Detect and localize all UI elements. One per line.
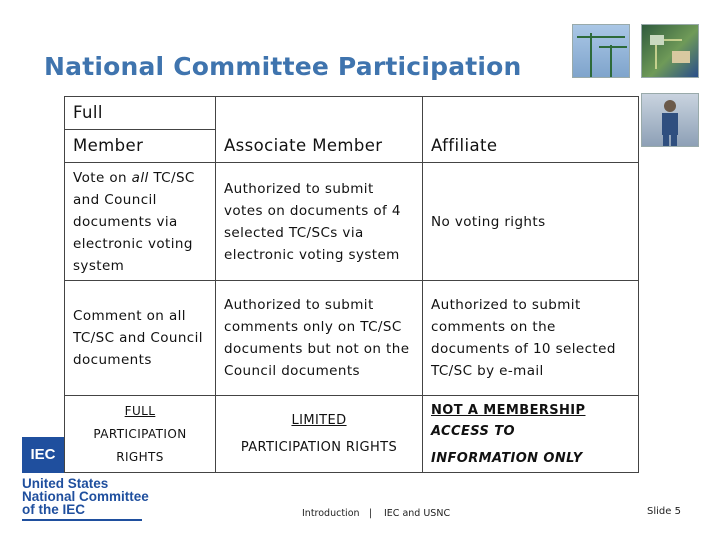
header-row — [65, 130, 639, 163]
participation-table — [64, 96, 639, 473]
footer-introduction: Introduction — [302, 508, 360, 519]
person-icon — [642, 94, 698, 146]
rights-affiliate: NOT A MEMBERSHIP ACCESS TO INFORMATION ONLY — [423, 396, 639, 473]
header-member: Member — [65, 130, 216, 163]
usnc-iec-logo: IEC United States National Committee of the IEC — [22, 437, 152, 527]
crane-icon — [573, 25, 629, 77]
voting-associate: Authorized to submit votes on documents of 4 selected TC/SCs via electronic voting system — [216, 163, 423, 281]
rights-associate: LIMITED PARTICIPATION RIGHTS — [216, 396, 423, 473]
slide-number: Slide 5 — [647, 506, 681, 517]
voting-row — [65, 163, 639, 281]
header-full: Full — [65, 97, 216, 130]
header-row-top — [65, 97, 639, 130]
header-associate-member: Associate Member — [216, 130, 423, 163]
voting-full: Vote on all TC/SC and Council documents via electronic voting system — [65, 163, 216, 281]
comment-full: Comment on all TC/SC and Council documents — [65, 281, 216, 396]
circuit-icon — [642, 25, 698, 77]
circuit-board-photo — [641, 24, 699, 78]
iec-mark: IEC — [22, 437, 64, 473]
header-affiliate: Affiliate — [423, 130, 639, 163]
rights-full: FULL PARTICIPATION RIGHTS — [65, 396, 216, 473]
comment-row — [65, 281, 639, 396]
crane-photo — [572, 24, 630, 78]
engineer-photo — [641, 93, 699, 147]
comment-associate: Authorized to submit comments only on TC/SC documents but not on the Council documents — [216, 281, 423, 396]
page-title: National Committee Participation — [44, 52, 522, 81]
voting-affiliate: No voting rights — [423, 163, 639, 281]
footer-iec-usnc: IEC and USNC — [384, 508, 451, 519]
footer-separator: | — [369, 508, 373, 519]
comment-affiliate: Authorized to submit comments on the documents of 10 selected TC/SC by e-mail — [423, 281, 639, 396]
